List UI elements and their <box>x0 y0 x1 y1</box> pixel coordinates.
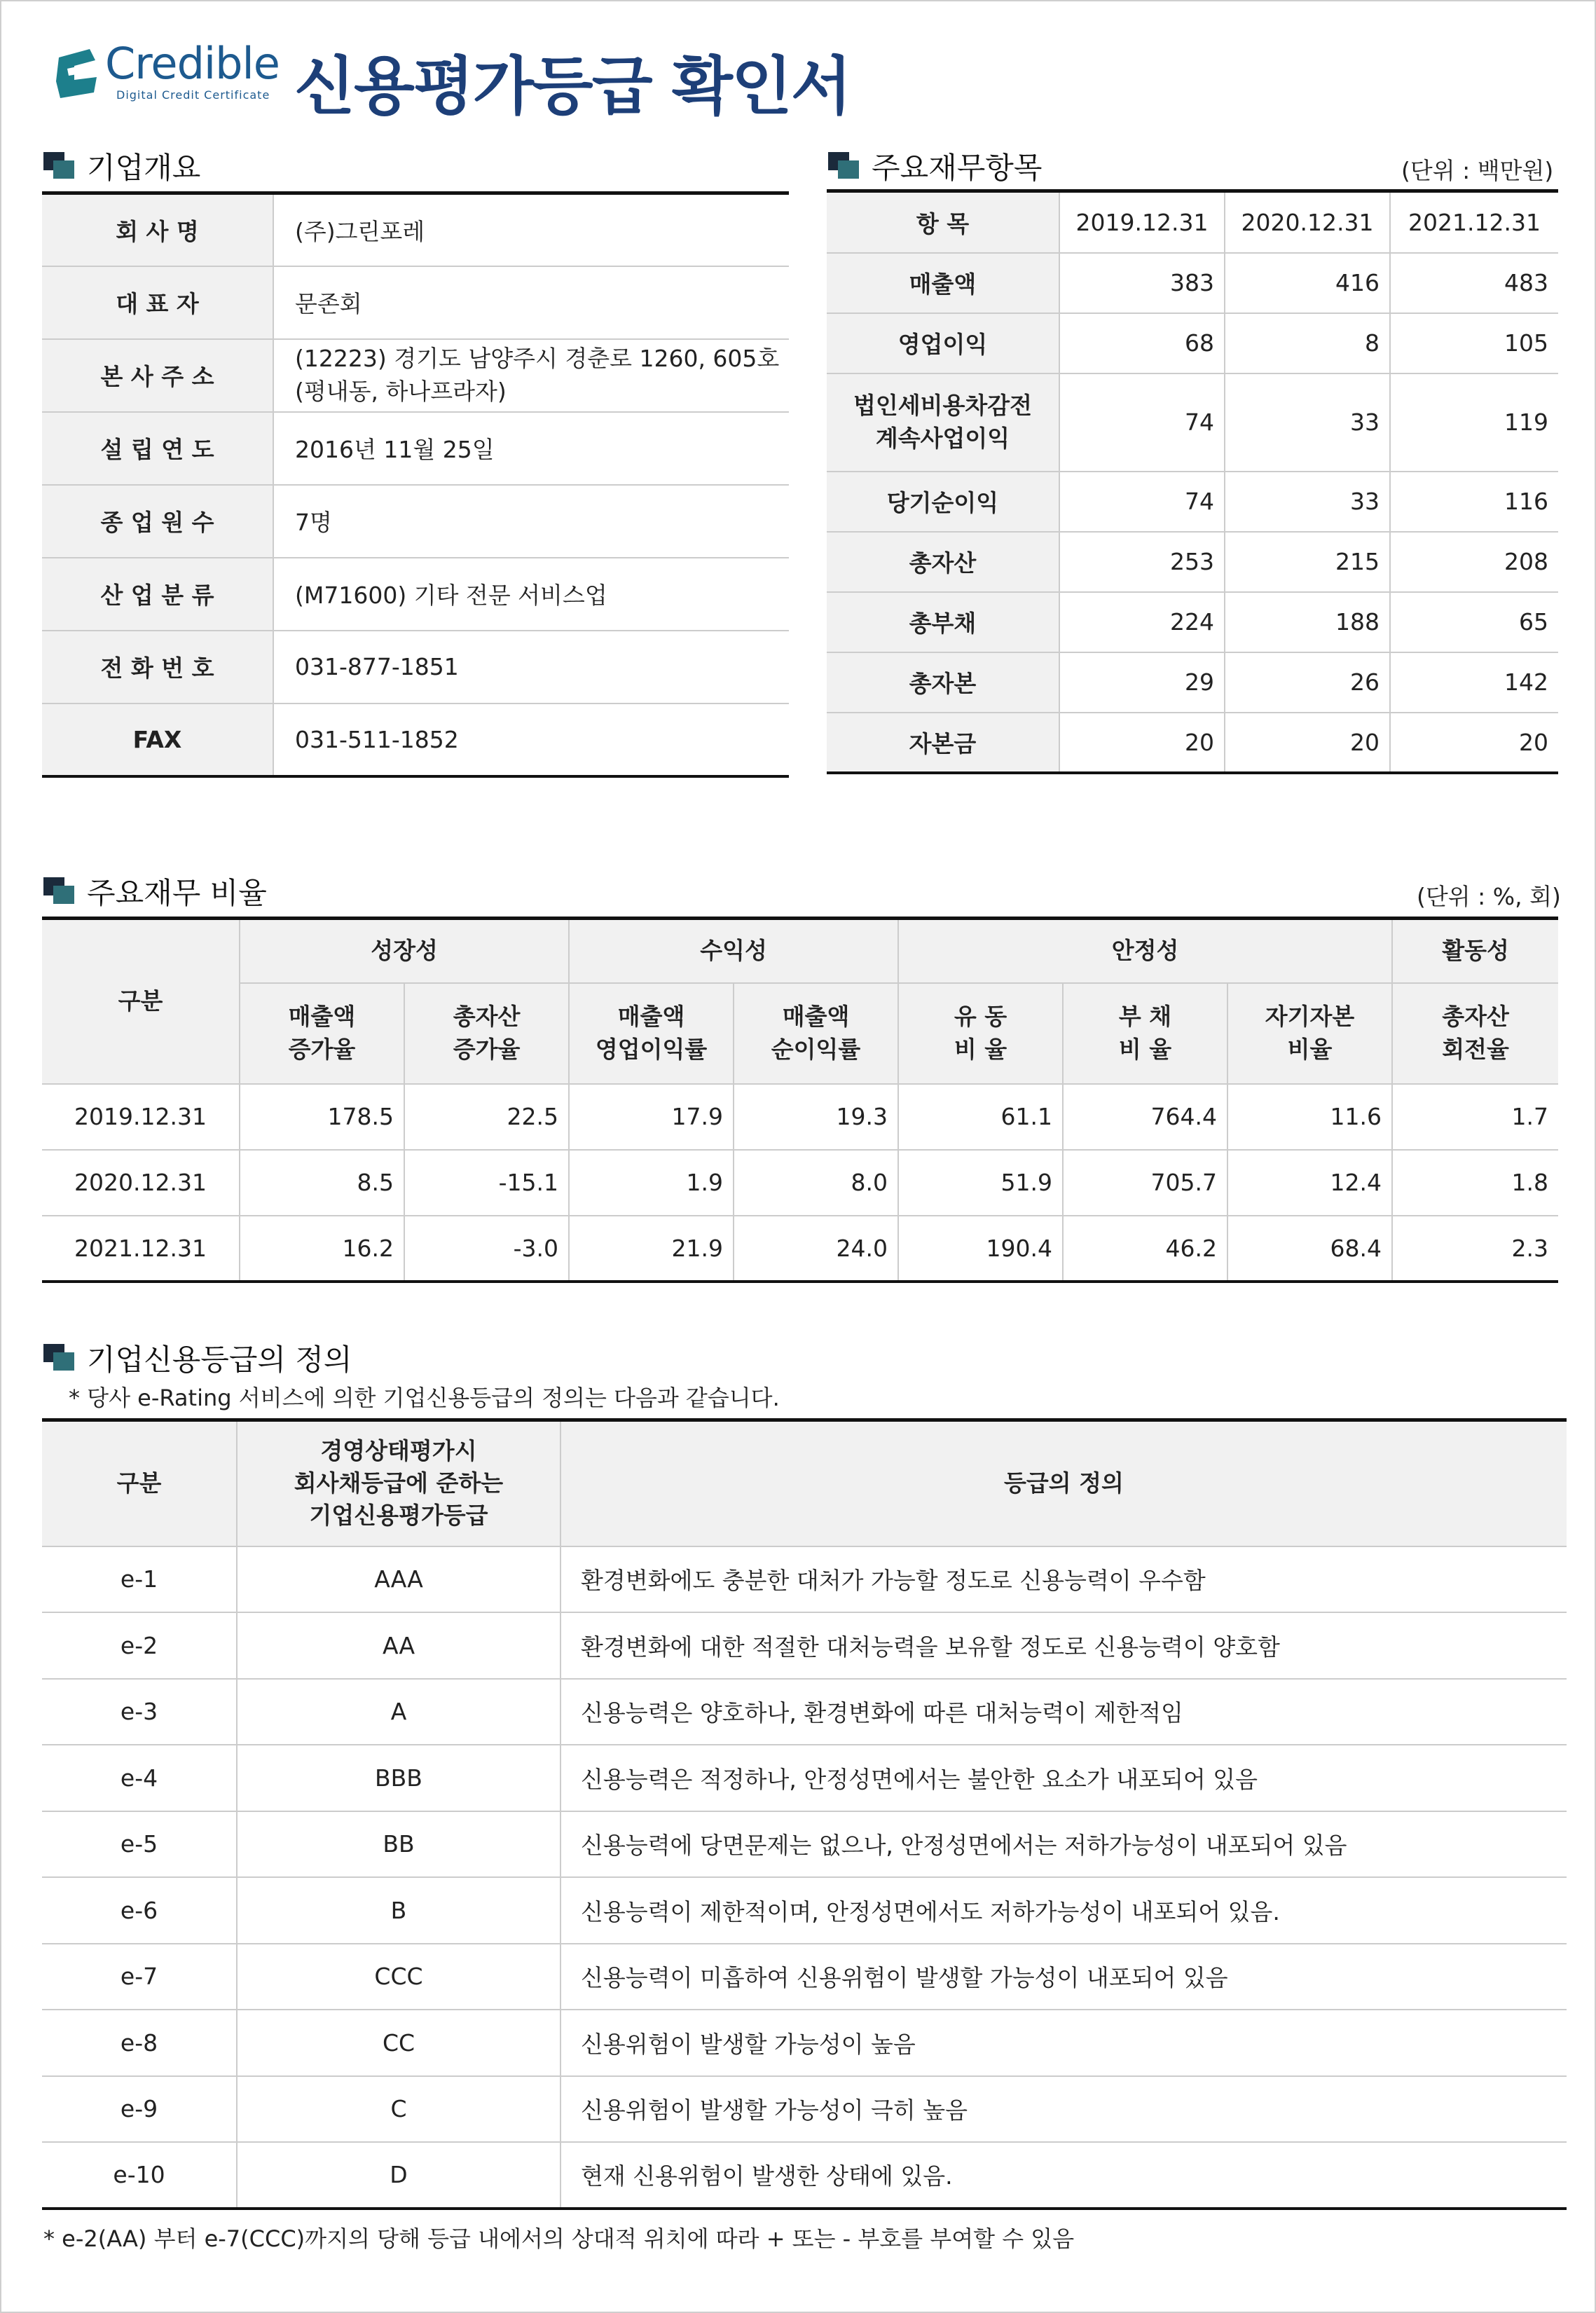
grade-definition: 현재 신용위험이 발생한 상태에 있음. <box>560 2142 1567 2209</box>
company-label: 산 업 분 류 <box>42 558 273 631</box>
column-header <box>240 983 404 1084</box>
company-value: 031-511-1852 <box>273 703 789 776</box>
cell-value: 24.0 <box>734 1216 898 1282</box>
grade-definition: 신용위험이 발생할 가능성이 높음 <box>560 2010 1567 2076</box>
company-label: 대 표 자 <box>42 266 273 339</box>
table-header-row <box>827 191 1558 253</box>
column-header: 2020.12.31 <box>1225 191 1390 253</box>
table-row <box>42 1877 1567 1944</box>
logo-wordmark: Credible <box>105 38 280 89</box>
cell-value: 22.5 <box>404 1084 569 1150</box>
grade-equivalent: A <box>237 1679 560 1745</box>
cell-value: 705.7 <box>1063 1150 1227 1216</box>
cell-value: 119 <box>1390 373 1558 472</box>
cell-value: 383 <box>1059 253 1225 313</box>
column-header <box>1227 983 1392 1084</box>
period-label: 2021.12.31 <box>42 1216 240 1282</box>
cell-value: 188 <box>1225 592 1390 652</box>
cell-value: 11.6 <box>1227 1084 1392 1150</box>
company-value: (M71600) 기타 전문 서비스업 <box>273 558 789 631</box>
item-label: 매출액 <box>827 253 1059 313</box>
column-header-line: 순이익률 <box>771 1035 861 1063</box>
table-row <box>827 373 1558 472</box>
column-header: 구분 <box>42 1420 237 1546</box>
column-header: 항 목 <box>827 191 1059 253</box>
cell-value: 764.4 <box>1063 1084 1227 1150</box>
credible-logo-icon <box>53 45 102 101</box>
cell-value: 20 <box>1390 713 1558 773</box>
column-header-line: 매출액 <box>617 1003 685 1031</box>
grade-equivalent: D <box>237 2142 560 2209</box>
company-value <box>273 339 789 412</box>
ratios-unit: (단위 : %, 회) <box>1417 883 1561 910</box>
column-header-line: 매출액 <box>782 1003 850 1031</box>
grade-code: e-4 <box>42 1745 237 1811</box>
table-row <box>827 652 1558 713</box>
item-label-line-2: 계속사업이익 <box>875 424 1010 452</box>
cell-value: 8.0 <box>734 1150 898 1216</box>
cell-value: 17.9 <box>569 1084 734 1150</box>
table-row <box>827 713 1558 773</box>
table-header-row <box>42 919 1558 983</box>
column-header-line: 비율 <box>1287 1035 1333 1063</box>
table-row <box>42 266 789 339</box>
ratios-heading <box>43 870 267 912</box>
column-header <box>1063 983 1227 1084</box>
company-value: 7명 <box>273 485 789 558</box>
company-value: 문존회 <box>273 266 789 339</box>
grade-code: e-6 <box>42 1877 237 1944</box>
cell-value: 215 <box>1225 532 1390 592</box>
column-header-line: 유 동 <box>954 1003 1007 1031</box>
table-row <box>42 2142 1567 2209</box>
table-row <box>42 339 789 412</box>
financials-table <box>827 189 1558 774</box>
company-heading <box>43 145 200 187</box>
company-label: 설 립 연 도 <box>42 412 273 485</box>
cell-value: 1.9 <box>569 1150 734 1216</box>
grade-code: e-8 <box>42 2010 237 2076</box>
grade-code: e-3 <box>42 1679 237 1745</box>
item-label: 총자산 <box>827 532 1059 592</box>
grade-code: e-9 <box>42 2076 237 2143</box>
company-value: (주)그린포레 <box>273 193 789 266</box>
table-header-row <box>42 983 1558 1084</box>
column-header-line: 증가율 <box>288 1035 356 1063</box>
table-row <box>42 1546 1567 1613</box>
cell-value: 224 <box>1059 592 1225 652</box>
column-header-line: 기업신용평가등급 <box>309 1502 488 1530</box>
ratings-heading-text: 기업신용등급의 정의 <box>87 1343 352 1377</box>
ratios-table <box>42 917 1558 1283</box>
column-header: 2019.12.31 <box>1059 191 1225 253</box>
column-header-line: 자기자본 <box>1265 1003 1355 1031</box>
column-header-line: 총자산 <box>1442 1003 1509 1031</box>
cell-value: 142 <box>1390 652 1558 713</box>
cell-value: 483 <box>1390 253 1558 313</box>
group-header: 수익성 <box>569 919 898 983</box>
grade-definition: 신용위험이 발생할 가능성이 극히 높음 <box>560 2076 1567 2143</box>
column-header-line: 경영상태평가시 <box>320 1436 477 1464</box>
grade-definition: 신용능력이 제한적이며, 안정성면에서도 저하가능성이 내포되어 있음. <box>560 1877 1567 1944</box>
cell-value: 12.4 <box>1227 1150 1392 1216</box>
cell-value: 190.4 <box>898 1216 1063 1282</box>
table-row <box>42 485 789 558</box>
ratios-heading-text: 주요재무 비율 <box>87 876 267 910</box>
cell-value: 416 <box>1225 253 1390 313</box>
table-row <box>42 412 789 485</box>
company-label: 본 사 주 소 <box>42 339 273 412</box>
cell-value: 20 <box>1059 713 1225 773</box>
financials-unit: (단위 : 백만원) <box>1401 157 1554 184</box>
financials-heading-text: 주요재무항목 <box>872 151 1043 185</box>
cell-value: -15.1 <box>404 1150 569 1216</box>
grade-definition: 신용능력에 당면문제는 없으나, 안정성면에서는 저하가능성이 내포되어 있음 <box>560 1811 1567 1878</box>
table-row <box>42 558 789 631</box>
grade-code: e-10 <box>42 2142 237 2209</box>
company-label: 회 사 명 <box>42 193 273 266</box>
column-header-line: 영업이익률 <box>595 1035 708 1063</box>
item-label-line-1: 법인세비용차감전 <box>853 392 1033 420</box>
column-header-line: 회전율 <box>1442 1035 1509 1063</box>
company-value: 2016년 11월 25일 <box>273 412 789 485</box>
group-header: 안정성 <box>898 919 1392 983</box>
grade-equivalent: AA <box>237 1612 560 1679</box>
grade-equivalent: CCC <box>237 1944 560 2010</box>
cell-value: 16.2 <box>240 1216 404 1282</box>
company-label: 종 업 원 수 <box>42 485 273 558</box>
table-row <box>42 2076 1567 2143</box>
column-header-line: 부 채 <box>1118 1003 1172 1031</box>
cell-value: 8.5 <box>240 1150 404 1216</box>
column-header: 등급의 정의 <box>560 1420 1567 1546</box>
cell-value: 8 <box>1225 313 1390 373</box>
column-header-line: 비 율 <box>954 1035 1007 1063</box>
group-header: 성장성 <box>240 919 569 983</box>
cell-value: 29 <box>1059 652 1225 713</box>
ratings-note: * 당사 e-Rating 서비스에 의한 기업신용등급의 정의는 다음과 같습니다. <box>69 1385 780 1411</box>
ratings-footnote: * e-2(AA) 부터 e-7(CCC)까지의 당해 등급 내에서의 상대적 위치에 따라 + 또는 - 부호를 부여할 수 있음 <box>43 2225 1075 2252</box>
table-row <box>42 1811 1567 1878</box>
table-row <box>42 631 789 703</box>
column-header-line: 비 율 <box>1118 1035 1172 1063</box>
logo-subtitle: Digital Credit Certificate <box>116 88 270 102</box>
table-row <box>827 592 1558 652</box>
table-row <box>42 1216 1558 1282</box>
grade-code: e-2 <box>42 1612 237 1679</box>
item-label: 총자본 <box>827 652 1059 713</box>
cell-value: 33 <box>1225 472 1390 532</box>
cell-value: 74 <box>1059 373 1225 472</box>
cell-value: -3.0 <box>404 1216 569 1282</box>
grade-equivalent: AAA <box>237 1546 560 1613</box>
item-label: 당기순이익 <box>827 472 1059 532</box>
cell-value: 26 <box>1225 652 1390 713</box>
cell-value: 68.4 <box>1227 1216 1392 1282</box>
table-row <box>42 703 789 776</box>
grade-equivalent: BB <box>237 1811 560 1878</box>
cell-value: 253 <box>1059 532 1225 592</box>
company-label: FAX <box>42 703 273 776</box>
grade-code: e-7 <box>42 1944 237 2010</box>
ratings-table <box>42 1418 1567 2210</box>
column-header-line: 총자산 <box>453 1003 521 1031</box>
section-square-icon <box>43 152 76 180</box>
grade-definition: 환경변화에도 충분한 대처가 가능할 정도로 신용능력이 우수함 <box>560 1546 1567 1613</box>
cell-value: 2.3 <box>1392 1216 1558 1282</box>
grade-equivalent: CC <box>237 2010 560 2076</box>
cell-value: 208 <box>1390 532 1558 592</box>
cell-value: 21.9 <box>569 1216 734 1282</box>
cell-value: 19.3 <box>734 1084 898 1150</box>
column-header-line: 회사채등급에 준하는 <box>294 1469 504 1497</box>
period-label: 2019.12.31 <box>42 1084 240 1150</box>
grade-definition: 신용능력이 미흡하여 신용위험이 발생할 가능성이 내포되어 있음 <box>560 1944 1567 2010</box>
column-header-line: 매출액 <box>288 1003 356 1031</box>
company-table <box>42 191 789 778</box>
page-title: 신용평가등급 확인서 <box>294 50 851 123</box>
column-header-line: 증가율 <box>453 1035 521 1063</box>
cell-value: 116 <box>1390 472 1558 532</box>
item-label: 영업이익 <box>827 313 1059 373</box>
table-row <box>42 2010 1567 2076</box>
table-row <box>42 1150 1558 1216</box>
table-header-row <box>42 1420 1567 1546</box>
column-header <box>237 1420 560 1546</box>
section-square-icon <box>43 877 76 905</box>
cell-value: 46.2 <box>1063 1216 1227 1282</box>
credible-logo <box>53 38 280 108</box>
column-header: 2021.12.31 <box>1390 191 1558 253</box>
table-row <box>42 1745 1567 1811</box>
grade-equivalent: BBB <box>237 1745 560 1811</box>
cell-value: 51.9 <box>898 1150 1063 1216</box>
column-header <box>898 983 1063 1084</box>
ratings-heading <box>43 1337 352 1379</box>
grade-equivalent: B <box>237 1877 560 1944</box>
address-line-2: (평내동, 하나프라자) <box>295 377 507 405</box>
financials-heading <box>828 145 1042 187</box>
table-row <box>42 193 789 266</box>
grade-definition: 환경변화에 대한 적절한 대처능력을 보유할 정도로 신용능력이 양호함 <box>560 1612 1567 1679</box>
group-header: 활동성 <box>1392 919 1558 983</box>
cell-value: 105 <box>1390 313 1558 373</box>
table-row <box>827 313 1558 373</box>
company-label: 전 화 번 호 <box>42 631 273 703</box>
item-label <box>827 373 1059 472</box>
grade-definition: 신용능력은 적정하나, 안정성면에서는 불안한 요소가 내포되어 있음 <box>560 1745 1567 1811</box>
period-label: 2020.12.31 <box>42 1150 240 1216</box>
section-square-icon <box>43 1344 76 1372</box>
section-square-icon <box>828 152 860 180</box>
row-header: 구분 <box>42 919 240 1084</box>
cell-value: 74 <box>1059 472 1225 532</box>
table-row <box>827 532 1558 592</box>
cell-value: 65 <box>1390 592 1558 652</box>
company-heading-text: 기업개요 <box>87 151 201 185</box>
column-header <box>569 983 734 1084</box>
table-row <box>42 1679 1567 1745</box>
cell-value: 68 <box>1059 313 1225 373</box>
cell-value: 1.7 <box>1392 1084 1558 1150</box>
table-row <box>42 1084 1558 1150</box>
grade-equivalent: C <box>237 2076 560 2143</box>
cell-value: 178.5 <box>240 1084 404 1150</box>
cell-value: 20 <box>1225 713 1390 773</box>
grade-code: e-1 <box>42 1546 237 1613</box>
cell-value: 61.1 <box>898 1084 1063 1150</box>
table-row <box>827 253 1558 313</box>
cell-value: 1.8 <box>1392 1150 1558 1216</box>
table-row <box>42 1612 1567 1679</box>
column-header <box>1392 983 1558 1084</box>
cell-value: 33 <box>1225 373 1390 472</box>
column-header <box>734 983 898 1084</box>
grade-definition: 신용능력은 양호하나, 환경변화에 따른 대처능력이 제한적임 <box>560 1679 1567 1745</box>
table-row <box>42 1944 1567 2010</box>
column-header <box>404 983 569 1084</box>
grade-code: e-5 <box>42 1811 237 1878</box>
company-value: 031-877-1851 <box>273 631 789 703</box>
item-label: 자본금 <box>827 713 1059 773</box>
table-row <box>827 472 1558 532</box>
address-line-1: (12223) 경기도 남양주시 경춘로 1260, 605호 <box>295 345 780 373</box>
item-label: 총부채 <box>827 592 1059 652</box>
